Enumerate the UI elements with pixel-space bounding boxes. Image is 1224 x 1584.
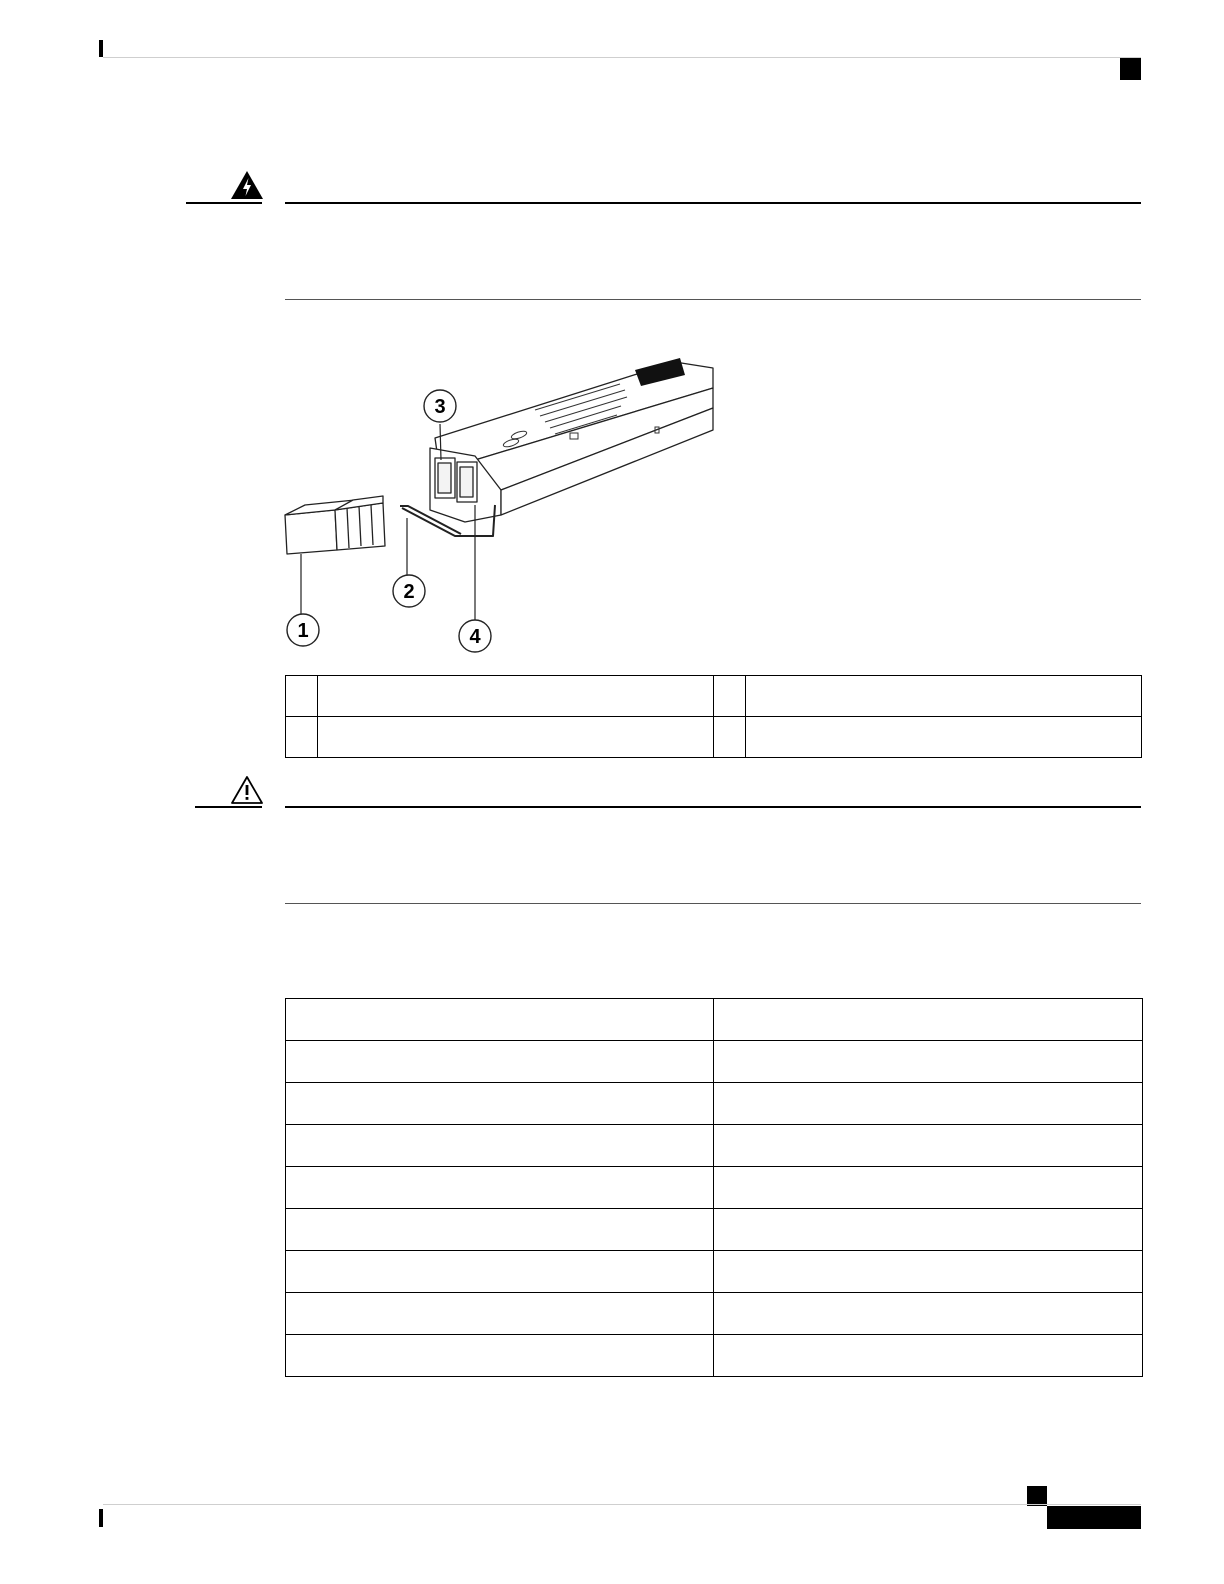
caution-triangle-icon <box>230 775 264 805</box>
legend-cell <box>318 676 714 717</box>
table-cell <box>714 1293 1143 1335</box>
table-cell <box>714 1251 1143 1293</box>
legend-cell <box>746 717 1142 758</box>
table-cell <box>714 1083 1143 1125</box>
callout-label-4: 4 <box>469 626 481 648</box>
caution-rule-bottom <box>285 903 1141 904</box>
table-row <box>286 1167 1143 1209</box>
footer-page-number-bar <box>1047 1506 1141 1529</box>
table-cell <box>286 1041 714 1083</box>
table-cell <box>714 1167 1143 1209</box>
table-cell <box>714 1209 1143 1251</box>
table-cell <box>286 1167 714 1209</box>
table-row <box>286 676 1142 717</box>
table-row <box>286 1209 1143 1251</box>
table-row <box>286 1335 1143 1377</box>
table-cell <box>714 999 1143 1041</box>
callout-label-3: 3 <box>434 396 446 418</box>
warning-lightning-icon <box>230 170 264 200</box>
footer-rule <box>103 1504 1141 1505</box>
footer-page-tab-mark <box>1027 1486 1047 1506</box>
figure-legend-table <box>285 675 1142 758</box>
legend-cell <box>746 676 1142 717</box>
specification-table <box>285 998 1143 1377</box>
table-row <box>286 1251 1143 1293</box>
caution-rule-margin <box>195 806 262 808</box>
legend-cell <box>286 676 318 717</box>
warning-rule-top <box>285 202 1141 204</box>
table-cell <box>286 999 714 1041</box>
table-cell <box>286 1209 714 1251</box>
table-cell <box>286 1083 714 1125</box>
table-cell <box>286 1293 714 1335</box>
table-cell <box>286 1125 714 1167</box>
caution-rule-top <box>285 806 1141 808</box>
table-cell <box>714 1335 1143 1377</box>
legend-cell <box>714 717 746 758</box>
legend-cell <box>714 676 746 717</box>
header-margin-mark <box>99 40 103 57</box>
table-cell <box>714 1041 1143 1083</box>
warning-rule-margin <box>186 202 262 204</box>
warning-rule-bottom <box>285 299 1141 300</box>
legend-cell <box>286 717 318 758</box>
footer-margin-mark <box>99 1509 103 1527</box>
table-row <box>286 1083 1143 1125</box>
legend-cell <box>318 717 714 758</box>
table-cell <box>286 1251 714 1293</box>
header-chapter-tab <box>1120 58 1141 80</box>
table-row <box>286 999 1143 1041</box>
callout-label-2: 2 <box>403 581 415 603</box>
table-row <box>286 1041 1143 1083</box>
table-cell <box>286 1335 714 1377</box>
callout-label-1: 1 <box>297 620 309 642</box>
table-cell <box>714 1125 1143 1167</box>
table-row <box>286 1125 1143 1167</box>
table-row <box>286 717 1142 758</box>
table-row <box>286 1293 1143 1335</box>
header-rule <box>103 57 1141 58</box>
sfp-module-figure <box>265 340 765 660</box>
